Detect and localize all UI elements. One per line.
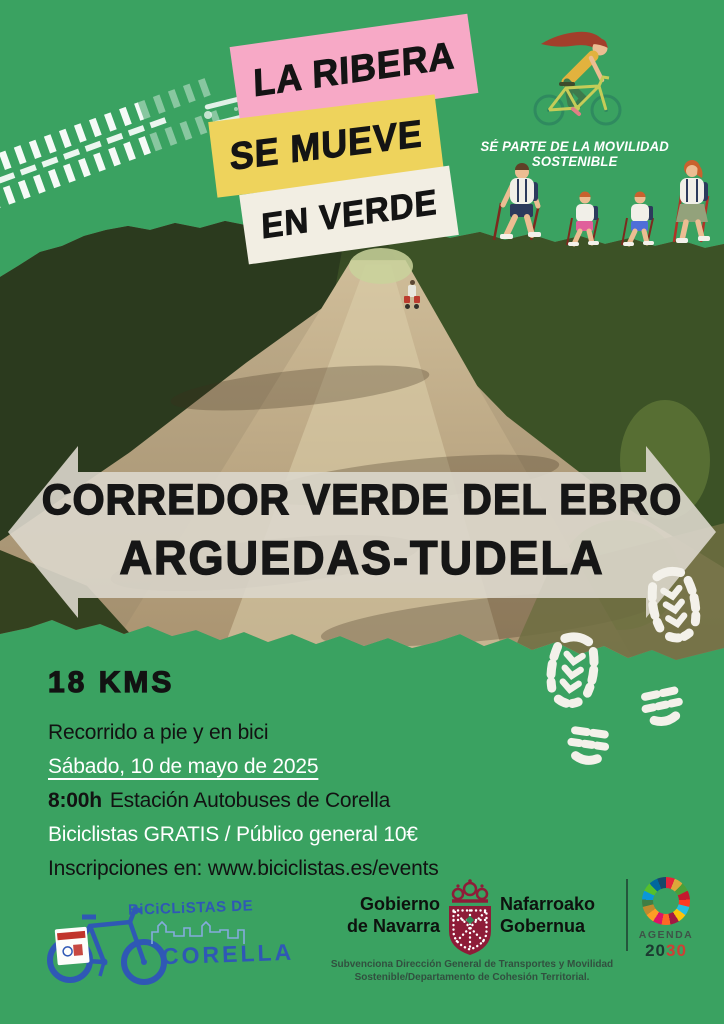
- hiker-man: [494, 163, 541, 240]
- date-line: Sábado, 10 de mayo de 2025: [48, 755, 319, 778]
- gov-eu-line1: Nafarroako: [500, 894, 596, 914]
- bootprint-icons: [530, 565, 724, 795]
- meeting-line: [48, 784, 439, 818]
- navarra-crest-icon: [446, 879, 494, 961]
- gov-es-line2: de Navarra: [346, 916, 440, 936]
- government-name-eu: [500, 893, 620, 937]
- gov-es-line1: Gobierno: [360, 894, 440, 914]
- event-details: [48, 666, 439, 886]
- club-name-line2: CORELLA: [161, 938, 295, 970]
- price-line: Biciclistas GRATIS / Público general 10€: [48, 823, 418, 846]
- agenda-year-20: 20: [645, 941, 666, 960]
- route-title-line2: ARGUEDAS-TUDELA: [119, 531, 605, 584]
- hiker-woman: [674, 160, 710, 243]
- hikers-illustration: [488, 158, 724, 250]
- distant-cyclist: [404, 296, 410, 303]
- distant-cyclist: [405, 304, 410, 309]
- time-label: 8:00h: [48, 789, 102, 812]
- distance-label: 18 KMS: [48, 666, 175, 699]
- headline-text: SE MUEVE: [229, 112, 423, 179]
- registration-line: Inscripciones en: www.biciclistas.es/events: [48, 857, 439, 880]
- agenda-year-30: 30: [666, 941, 687, 960]
- club-name-line1: BiCiCLiSTAS DE: [127, 897, 254, 919]
- gov-eu-line2: Gobernua: [500, 916, 586, 936]
- hiker-kid-2: [622, 192, 654, 247]
- sustainability-tagline: SÉ PARTE DE LA MOVILIDAD SOSTENIBLE: [480, 139, 669, 169]
- route-title-line1: CORREDOR VERDE DEL EBRO: [41, 476, 683, 524]
- agenda-label: AGENDA: [638, 929, 694, 941]
- government-name-es: [326, 893, 440, 937]
- mode-line: Recorrido a pie y en bici: [48, 721, 269, 744]
- hiker-kid-1: [567, 192, 599, 247]
- distant-cyclist: [414, 296, 420, 303]
- headline-text: LA RIBERA: [252, 34, 456, 105]
- meeting-point-label: Estación Autobuses de Corella: [109, 789, 391, 812]
- agenda-ring-hole: [653, 888, 679, 914]
- distant-cyclist: [414, 304, 419, 309]
- cyclist-illustration: [505, 18, 655, 143]
- photo-canopy-gap: [349, 248, 413, 284]
- headline-text: EN VERDE: [260, 182, 438, 247]
- agenda-2030-icon: [642, 877, 690, 925]
- agenda-year: [628, 941, 704, 961]
- pannier-bag: [55, 927, 90, 966]
- subsidy-note: Subvenciona Dirección General de Transportes y Movilidad Sostenible/Departamento de Cohesión Territorial.: [330, 959, 614, 983]
